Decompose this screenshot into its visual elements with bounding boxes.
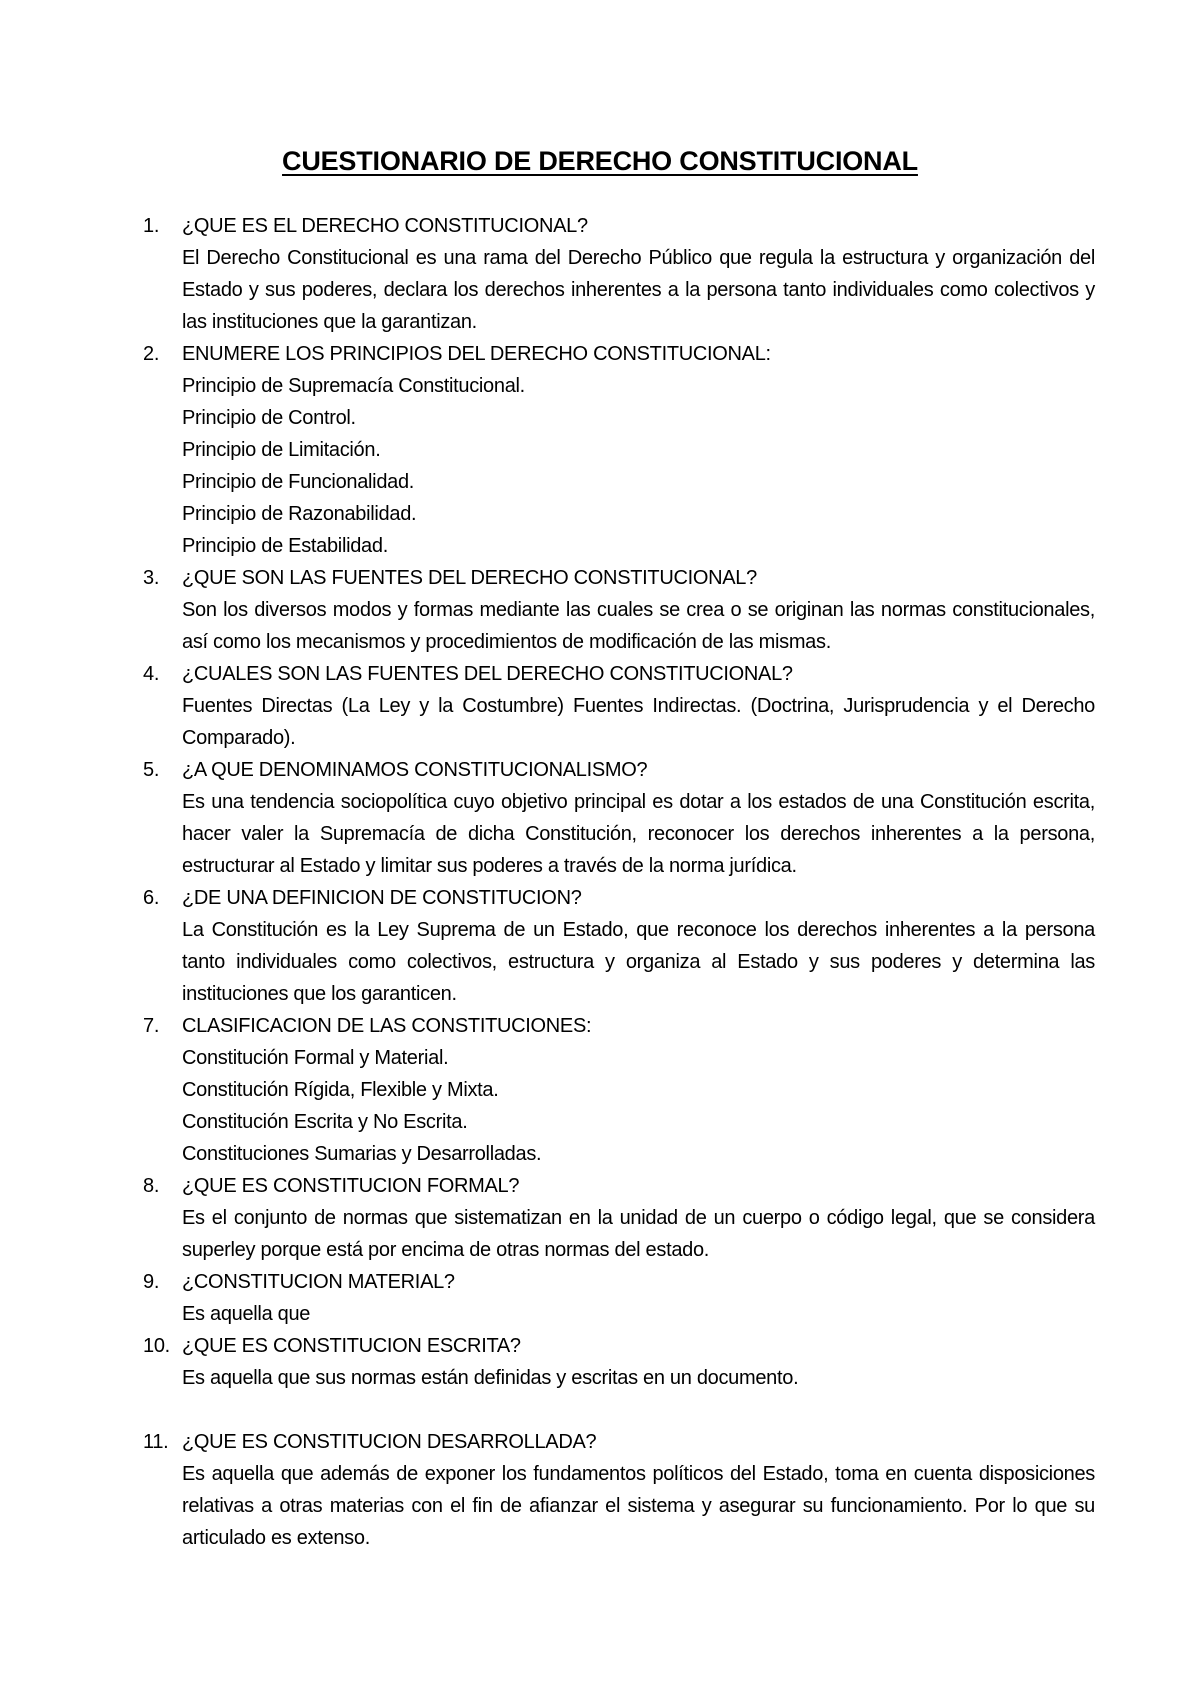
- questionnaire-list: [143, 210, 1095, 1554]
- question-heading: [143, 754, 1095, 786]
- question-text: ¿QUE ES CONSTITUCION DESARROLLADA?: [182, 1431, 597, 1453]
- question-item-4: [143, 658, 1095, 754]
- list-item: Principio de Control.: [182, 407, 356, 429]
- question-text: CLASIFICACION DE LAS CONSTITUCIONES:: [182, 1015, 592, 1037]
- question-number: 6.: [143, 887, 160, 909]
- question-item-3: [143, 562, 1095, 658]
- list-item: Principio de Funcionalidad.: [182, 471, 415, 493]
- question-text: ¿QUE ES CONSTITUCION ESCRITA?: [182, 1335, 521, 1357]
- question-item-8: [143, 1170, 1095, 1266]
- question-heading: [143, 338, 1095, 370]
- question-number: 7.: [143, 1015, 160, 1037]
- question-heading: [143, 882, 1095, 914]
- answer-text: Fuentes Directas (La Ley y la Costumbre) Fuentes Indirectas. (Doctrina, Jurisprudencia y el Derecho Comparado).: [182, 695, 1095, 749]
- answer-text: Es el conjunto de normas que sistematizan en la unidad de un cuerpo o código legal, que se considera superley porque está por encima de otras normas del estado.: [182, 1207, 1095, 1261]
- answer-text: Son los diversos modos y formas mediante las cuales se crea o se originan las normas constitucionales, así como los mecanismos y procedimientos de modificación de las mismas.: [182, 599, 1095, 653]
- answer-text: Es aquella que: [182, 1303, 311, 1325]
- question-item-2: [143, 338, 1095, 562]
- answer-text: La Constitución es la Ley Suprema de un Estado, que reconoce los derechos inherentes a la persona tanto individuales como colectivos, estructura y organiza al Estado y sus poderes y determina las instituciones que los garanticen.: [182, 919, 1095, 1005]
- question-heading: [143, 1170, 1095, 1202]
- document-title: CUESTIONARIO DE DERECHO CONSTITUCIONAL: [282, 146, 918, 176]
- question-number: 9.: [143, 1271, 160, 1293]
- question-text: ¿A QUE DENOMINAMOS CONSTITUCIONALISMO?: [182, 759, 648, 781]
- list-item: Constitución Escrita y No Escrita.: [182, 1111, 468, 1133]
- question-text: ¿CONSTITUCION MATERIAL?: [182, 1271, 455, 1293]
- question-text: ¿QUE SON LAS FUENTES DEL DERECHO CONSTITUCIONAL?: [182, 567, 757, 589]
- answer-text: Es aquella que sus normas están definidas y escritas en un documento.: [182, 1367, 799, 1389]
- question-number: 1.: [143, 215, 160, 237]
- question-text: ENUMERE LOS PRINCIPIOS DEL DERECHO CONSTITUCIONAL:: [182, 343, 771, 365]
- blank-line: [143, 1394, 1095, 1426]
- question-text: ¿QUE ES CONSTITUCION FORMAL?: [182, 1175, 520, 1197]
- question-heading: [143, 562, 1095, 594]
- question-heading: [143, 1010, 1095, 1042]
- question-heading: [143, 658, 1095, 690]
- question-heading: [143, 1426, 1095, 1458]
- list-item: Principio de Supremacía Constitucional.: [182, 375, 525, 397]
- answer-text: Es una tendencia sociopolítica cuyo objetivo principal es dotar a los estados de una Constitución escrita, hacer valer la Supremacía de dicha Constitución, reconocer los derechos inherentes a la persona, estructurar al Estado y limitar sus poderes a través de la norma jurídica.: [182, 791, 1095, 877]
- question-text: ¿QUE ES EL DERECHO CONSTITUCIONAL?: [182, 215, 588, 237]
- question-number: 4.: [143, 663, 160, 685]
- list-item: Principio de Estabilidad.: [182, 535, 388, 557]
- question-number: 3.: [143, 567, 160, 589]
- question-item-11: [143, 1426, 1095, 1554]
- question-item-5: [143, 754, 1095, 882]
- list-item: Constitución Rígida, Flexible y Mixta.: [182, 1079, 499, 1101]
- list-item: Constituciones Sumarias y Desarrolladas.: [182, 1143, 542, 1165]
- answer-text: El Derecho Constitucional es una rama del Derecho Público que regula la estructura y organización del Estado y sus poderes, declara los derechos inherentes a la persona tanto individuales como colectivos y las instituciones que la garantizan.: [182, 247, 1095, 333]
- question-number: 2.: [143, 343, 160, 365]
- question-number: 10.: [143, 1335, 170, 1357]
- question-heading: [143, 1266, 1095, 1298]
- list-item: Constitución Formal y Material.: [182, 1047, 449, 1069]
- question-text: ¿CUALES SON LAS FUENTES DEL DERECHO CONSTITUCIONAL?: [182, 663, 793, 685]
- list-item: Principio de Razonabilidad.: [182, 503, 417, 525]
- question-item-6: [143, 882, 1095, 1010]
- question-number: 5.: [143, 759, 160, 781]
- question-heading: [143, 210, 1095, 242]
- question-number: 8.: [143, 1175, 160, 1197]
- question-item-1: [143, 210, 1095, 338]
- question-number: 11.: [143, 1431, 169, 1453]
- question-text: ¿DE UNA DEFINICION DE CONSTITUCION?: [182, 887, 582, 909]
- answer-text: Es aquella que además de exponer los fundamentos políticos del Estado, toma en cuenta disposiciones relativas a otras materias con el fin de afianzar el sistema y asegurar su funcionamiento. Por lo que su articulado es extenso.: [182, 1463, 1095, 1549]
- question-item-9: [143, 1266, 1095, 1330]
- question-heading: [143, 1330, 1095, 1362]
- question-item-10: [143, 1330, 1095, 1394]
- question-item-7: [143, 1010, 1095, 1170]
- list-item: Principio de Limitación.: [182, 439, 381, 461]
